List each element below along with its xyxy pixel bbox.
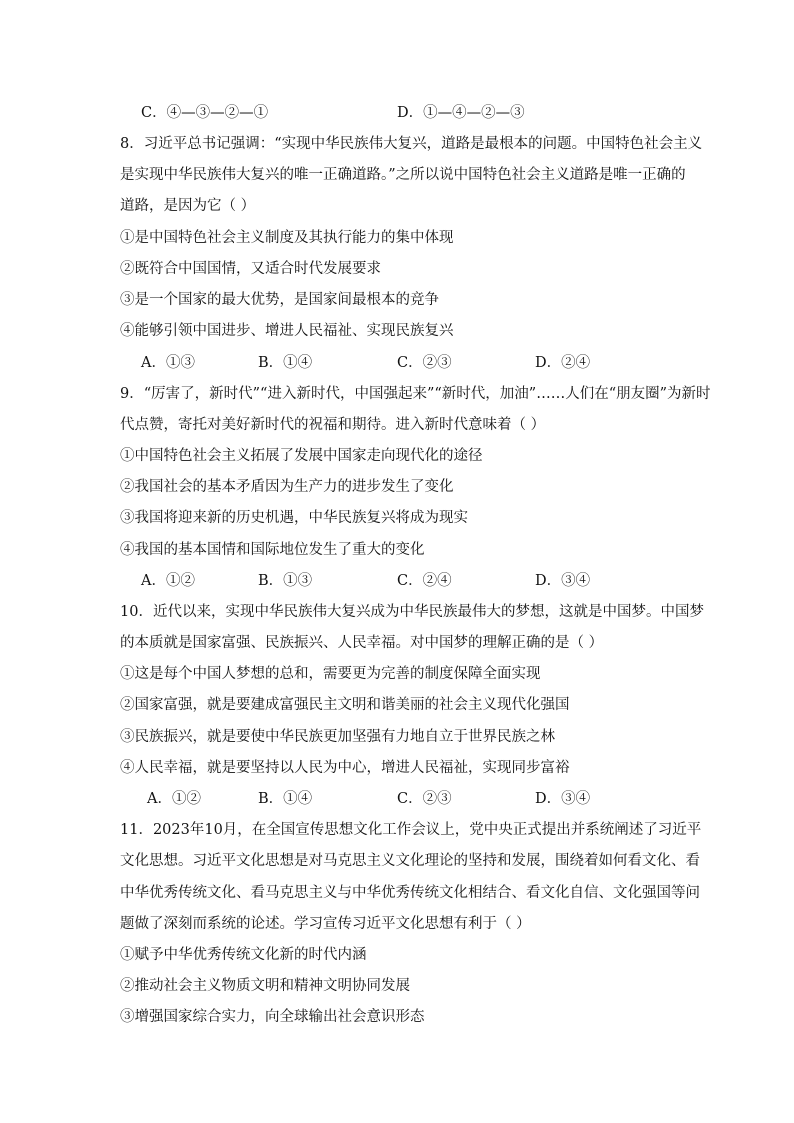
q8-item-3: ③是一个国家的最大优势，是国家间最根本的竞争: [120, 292, 439, 308]
q11-stem-line-1: 11．2023年10月，在全国宣传思想文化工作会议上，党中央正式提出并系统阐述了习近平: [120, 822, 702, 838]
q10-item-1: ①这是每个中国人梦想的总和，需要更为完善的制度保障全面实现: [120, 666, 541, 682]
q9-item-3: ③我国将迎来新的历史机遇，中华民族复兴将成为现实: [120, 510, 468, 526]
q8-item-1: ①是中国特色社会主义制度及其执行能力的集中体现: [120, 230, 454, 246]
q8-stem-line-1: 8．习近平总书记强调：“实现中华民族伟大复兴，道路是最根本的问题。中国特色社会主义: [120, 136, 703, 152]
q8-option-a[interactable]: A．①③: [141, 355, 195, 371]
q9-option-b[interactable]: B．①③: [258, 573, 313, 589]
q7-option-c[interactable]: C．④—③—②—①: [141, 105, 269, 121]
q10-item-2: ②国家富强，就是要建成富强民主文明和谐美丽的社会主义现代化强国: [120, 697, 570, 713]
q10-item-3: ③民族振兴，就是要使中华民族更加坚强有力地自立于世界民族之林: [120, 729, 555, 745]
q9-item-1: ①中国特色社会主义拓展了发展中国家走向现代化的途径: [120, 448, 483, 464]
q9-item-4: ④我国的基本国情和国际地位发生了重大的变化: [120, 542, 425, 558]
q10-stem-line-2: 的本质就是国家富强、民族振兴、人民幸福。对中国梦的理解正确的是（ ）: [120, 635, 604, 651]
q8-option-c[interactable]: C．②③: [397, 355, 452, 371]
q11-stem-line-2: 文化思想。习近平文化思想是对马克思主义文化理论的坚持和发展，围绕着如何看文化、看: [120, 853, 700, 869]
q10-option-d[interactable]: D．③④: [535, 791, 591, 807]
q10-item-4: ④人民幸福，就是要坚持以人民为中心，增进人民福祉，实现同步富裕: [120, 760, 570, 776]
q8-option-b[interactable]: B．①④: [258, 355, 313, 371]
q8-stem-line-2: 是实现中华民族伟大复兴的唯一正确道路。”之所以说中国特色社会主义道路是唯一正确的: [120, 167, 686, 183]
q10-stem-line-1: 10．近代以来，实现中华民族伟大复兴成为中华民族最伟大的梦想，这就是中国梦。中国梦: [120, 604, 704, 620]
q11-item-2: ②推动社会主义物质文明和精神文明协同发展: [120, 978, 410, 994]
q11-item-3: ③增强国家综合实力，向全球输出社会意识形态: [120, 1009, 425, 1025]
q8-option-d[interactable]: D．②④: [535, 355, 591, 371]
q8-item-2: ②既符合中国国情，又适合时代发展要求: [120, 261, 381, 277]
q9-stem-line-1: 9．“厉害了，新时代”“进入新时代，中国强起来”“新时代，加油”……人们在“朋友圈”为新时: [120, 386, 711, 402]
q11-item-1: ①赋予中华优秀传统文化新的时代内涵: [120, 947, 367, 963]
q10-option-c[interactable]: C．②③: [397, 791, 452, 807]
q9-option-d[interactable]: D．③④: [535, 573, 591, 589]
q10-option-b[interactable]: B．①④: [258, 791, 313, 807]
q11-stem-line-4: 题做了深刻而系统的论述。学习宣传习近平文化思想有利于（ ）: [120, 916, 531, 932]
q9-option-a[interactable]: A．①②: [141, 573, 195, 589]
q7-option-d[interactable]: D．①—④—②—③: [397, 105, 525, 121]
q10-option-a[interactable]: A．①②: [147, 791, 201, 807]
q9-stem-line-2: 代点赞，寄托对美好新时代的祝福和期待。进入新时代意味着（ ）: [120, 417, 546, 433]
q9-item-2: ②我国社会的基本矛盾因为生产力的进步发生了变化: [120, 479, 454, 495]
q8-item-4: ④能够引领中国进步、增进人民福祉、实现民族复兴: [120, 323, 454, 339]
q11-stem-line-3: 中华优秀传统文化、看马克思主义与中华优秀传统文化相结合、看文化自信、文化强国等问: [120, 885, 700, 901]
q8-stem-line-3: 道路，是因为它（ ）: [120, 198, 256, 214]
q9-option-c[interactable]: C．②④: [397, 573, 452, 589]
